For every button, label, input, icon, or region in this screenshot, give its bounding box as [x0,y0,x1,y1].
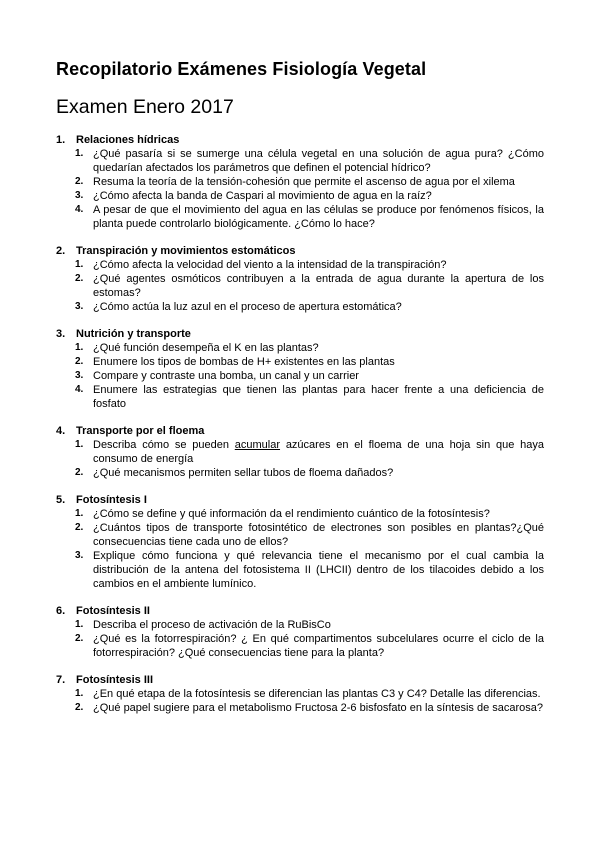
section-title: Relaciones hídricas [76,134,180,146]
question-text: ¿Cómo actúa la luz azul en el proceso de apertura estomática? [93,301,402,313]
question-text: ¿En qué etapa de la fotosíntesis se diferencian las plantas C3 y C4? Detalle las diferencias. [93,688,541,700]
question-number: 1. [75,439,84,450]
question-text: ¿Qué mecanismos permiten sellar tubos de floema dañados? [93,467,394,479]
section-number: 7. [56,674,66,686]
section-number: 3. [56,328,66,340]
section-number: 1. [56,134,66,146]
question-list [56,438,544,480]
question-number: 1. [75,619,84,630]
question-list [56,687,544,715]
section-title: Transporte por el floema [76,425,205,437]
question-text: A pesar de que el movimiento del agua en las células se produce por fenómenos físicos, la planta puede controlarlo biológicamente. ¿Cómo lo hace? [93,204,544,230]
question-item [56,355,544,369]
question-text: ¿Cómo se define y qué información da el rendimiento cuántico de la fotosíntesis? [93,508,490,520]
question-text: ¿Qué pasaría si se sumerge una célula vegetal en una solución de agua pura? ¿Cómo quedarían afectados los parámetros que definen el potencial hídrico? [93,148,544,174]
section [56,327,544,411]
question-item [56,341,544,355]
document-title: Recopilatorio Exámenes Fisiología Vegetal [56,59,427,79]
question-sections [56,133,544,715]
question-number: 2. [75,633,84,644]
question-number: 4. [75,204,84,215]
question-text: ¿Qué es la fotorrespiración? ¿ En qué compartimentos subcelulares ocurre el ciclo de la fotorrespiración? ¿Qué consecuencias tiene para la planta? [93,633,544,659]
question-number: 1. [75,342,84,353]
question-text [93,438,544,466]
question-number: 3. [75,550,84,561]
question-text: ¿Qué función desempeña el K en las plantas? [93,342,319,354]
section-title: Fotosíntesis III [76,674,154,686]
question-item [56,189,544,203]
section [56,244,544,314]
section-number: 4. [56,425,66,437]
question-item [56,147,544,175]
section [56,673,544,715]
question-text: Resuma la teoría de la tensión-cohesión que permite el ascenso de agua por el xilema [93,176,515,188]
question-item [56,701,544,715]
question-item [56,369,544,383]
question-item [56,258,544,272]
question-item [56,438,544,466]
question-text-part: azúcares en el floema de una hoja sin que haya consumo de energía [93,439,544,465]
question-item [56,618,544,632]
section-heading [56,424,544,438]
question-text-part: Describa cómo se pueden [93,439,235,451]
question-list [56,258,544,314]
section-title: Nutrición y transporte [76,328,191,340]
question-text: Compare y contraste una bomba, un canal y un carrier [93,370,359,382]
section-heading [56,327,544,341]
section-number: 2. [56,245,66,257]
question-item [56,632,544,660]
section [56,604,544,660]
question-number: 1. [75,688,84,699]
question-number: 2. [75,522,84,533]
question-text: ¿Cómo afecta la velocidad del viento a la intensidad de la transpiración? [93,259,447,271]
section-heading [56,133,544,147]
question-list [56,147,544,231]
exam-title: Examen Enero 2017 [56,96,234,118]
section-title: Transpiración y movimientos estomáticos [76,245,296,257]
question-text: ¿Qué agentes osmóticos contribuyen a la entrada de agua durante la apertura de los estomas? [93,273,544,299]
section-heading [56,244,544,258]
section [56,133,544,231]
question-text: ¿Qué papel sugiere para el metabolismo Fructosa 2-6 bisfosfato en la síntesis de sacarosa? [93,702,544,714]
section [56,424,544,480]
section-number: 6. [56,605,66,617]
question-item [56,203,544,231]
question-item [56,521,544,549]
question-item [56,507,544,521]
section-number: 5. [56,494,66,506]
section-title: Fotosíntesis II [76,605,150,617]
section [56,493,544,591]
section-heading [56,493,544,507]
question-text: Enumere las estrategias que tienen las plantas para hacer frente a una deficiencia de fosfato [93,384,544,410]
question-item [56,466,544,480]
question-number: 4. [75,384,84,395]
question-text: Explique cómo funciona y qué relevancia tiene el mecanismo por el cual cambia la distribución de la antena del fotosistema II (LHCII) dentro de los tilacoides debido a los cambios en el ambiente lumínico. [93,550,544,590]
question-number: 1. [75,148,84,159]
underlined-word: acumular [234,439,281,451]
question-item [56,549,544,591]
question-item [56,272,544,300]
question-number: 2. [75,356,84,367]
question-list [56,507,544,591]
question-item [56,300,544,314]
question-number: 2. [75,467,84,478]
question-item [56,687,544,701]
question-item [56,175,544,189]
question-list [56,341,544,411]
section-title: Fotosíntesis I [76,494,147,506]
question-text: Describa el proceso de activación de la RuBisCo [93,619,331,631]
question-text: Enumere los tipos de bombas de H+ existentes en las plantas [93,356,395,368]
question-list [56,618,544,660]
section-heading [56,604,544,618]
question-number: 2. [75,702,84,713]
question-number: 3. [75,190,84,201]
question-text: ¿Cómo afecta la banda de Caspari al movimiento de agua en la raíz? [93,190,432,202]
question-text: ¿Cuántos tipos de transporte fotosintético de electrones son posibles en plantas?¿Qué consecuencias tiene cada uno de ellos? [93,522,544,548]
section-heading [56,673,544,687]
question-item [56,383,544,411]
question-number: 3. [75,301,84,312]
question-number: 2. [75,176,84,187]
question-number: 1. [75,259,84,270]
question-number: 1. [75,508,84,519]
question-number: 2. [75,273,84,284]
question-number: 3. [75,370,84,381]
